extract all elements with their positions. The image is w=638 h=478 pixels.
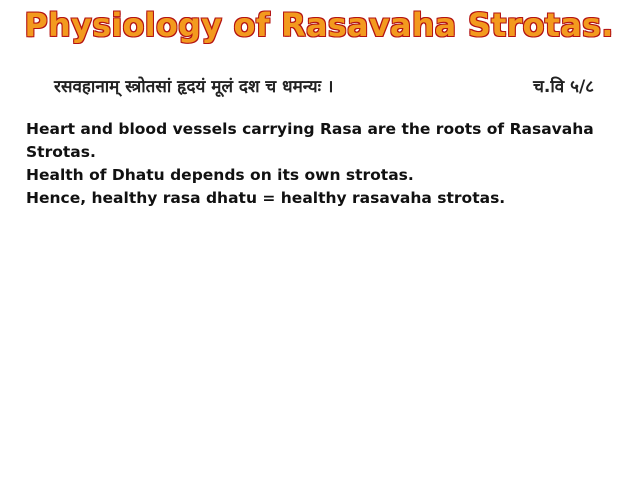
body-paragraph-roots: Heart and blood vessels carrying Rasa are the roots of Rasavaha Strotas. <box>26 120 594 161</box>
slide-title: Physiology of Rasavaha Strotas. <box>24 6 614 44</box>
body-paragraph-dhatu-health: Health of Dhatu depends on its own strotas. <box>26 166 414 184</box>
body-text <box>26 118 616 210</box>
sanskrit-verse-text: रसवहानाम् स्त्रोतसां हृदयं मूलं दश च धमन्यः । <box>54 77 334 97</box>
body-paragraph-conclusion: Hence, healthy rasa dhatu = healthy rasavaha strotas. <box>26 189 506 207</box>
sanskrit-verse-line <box>54 74 594 100</box>
verse-reference: च.वि ५/८ <box>533 77 594 97</box>
